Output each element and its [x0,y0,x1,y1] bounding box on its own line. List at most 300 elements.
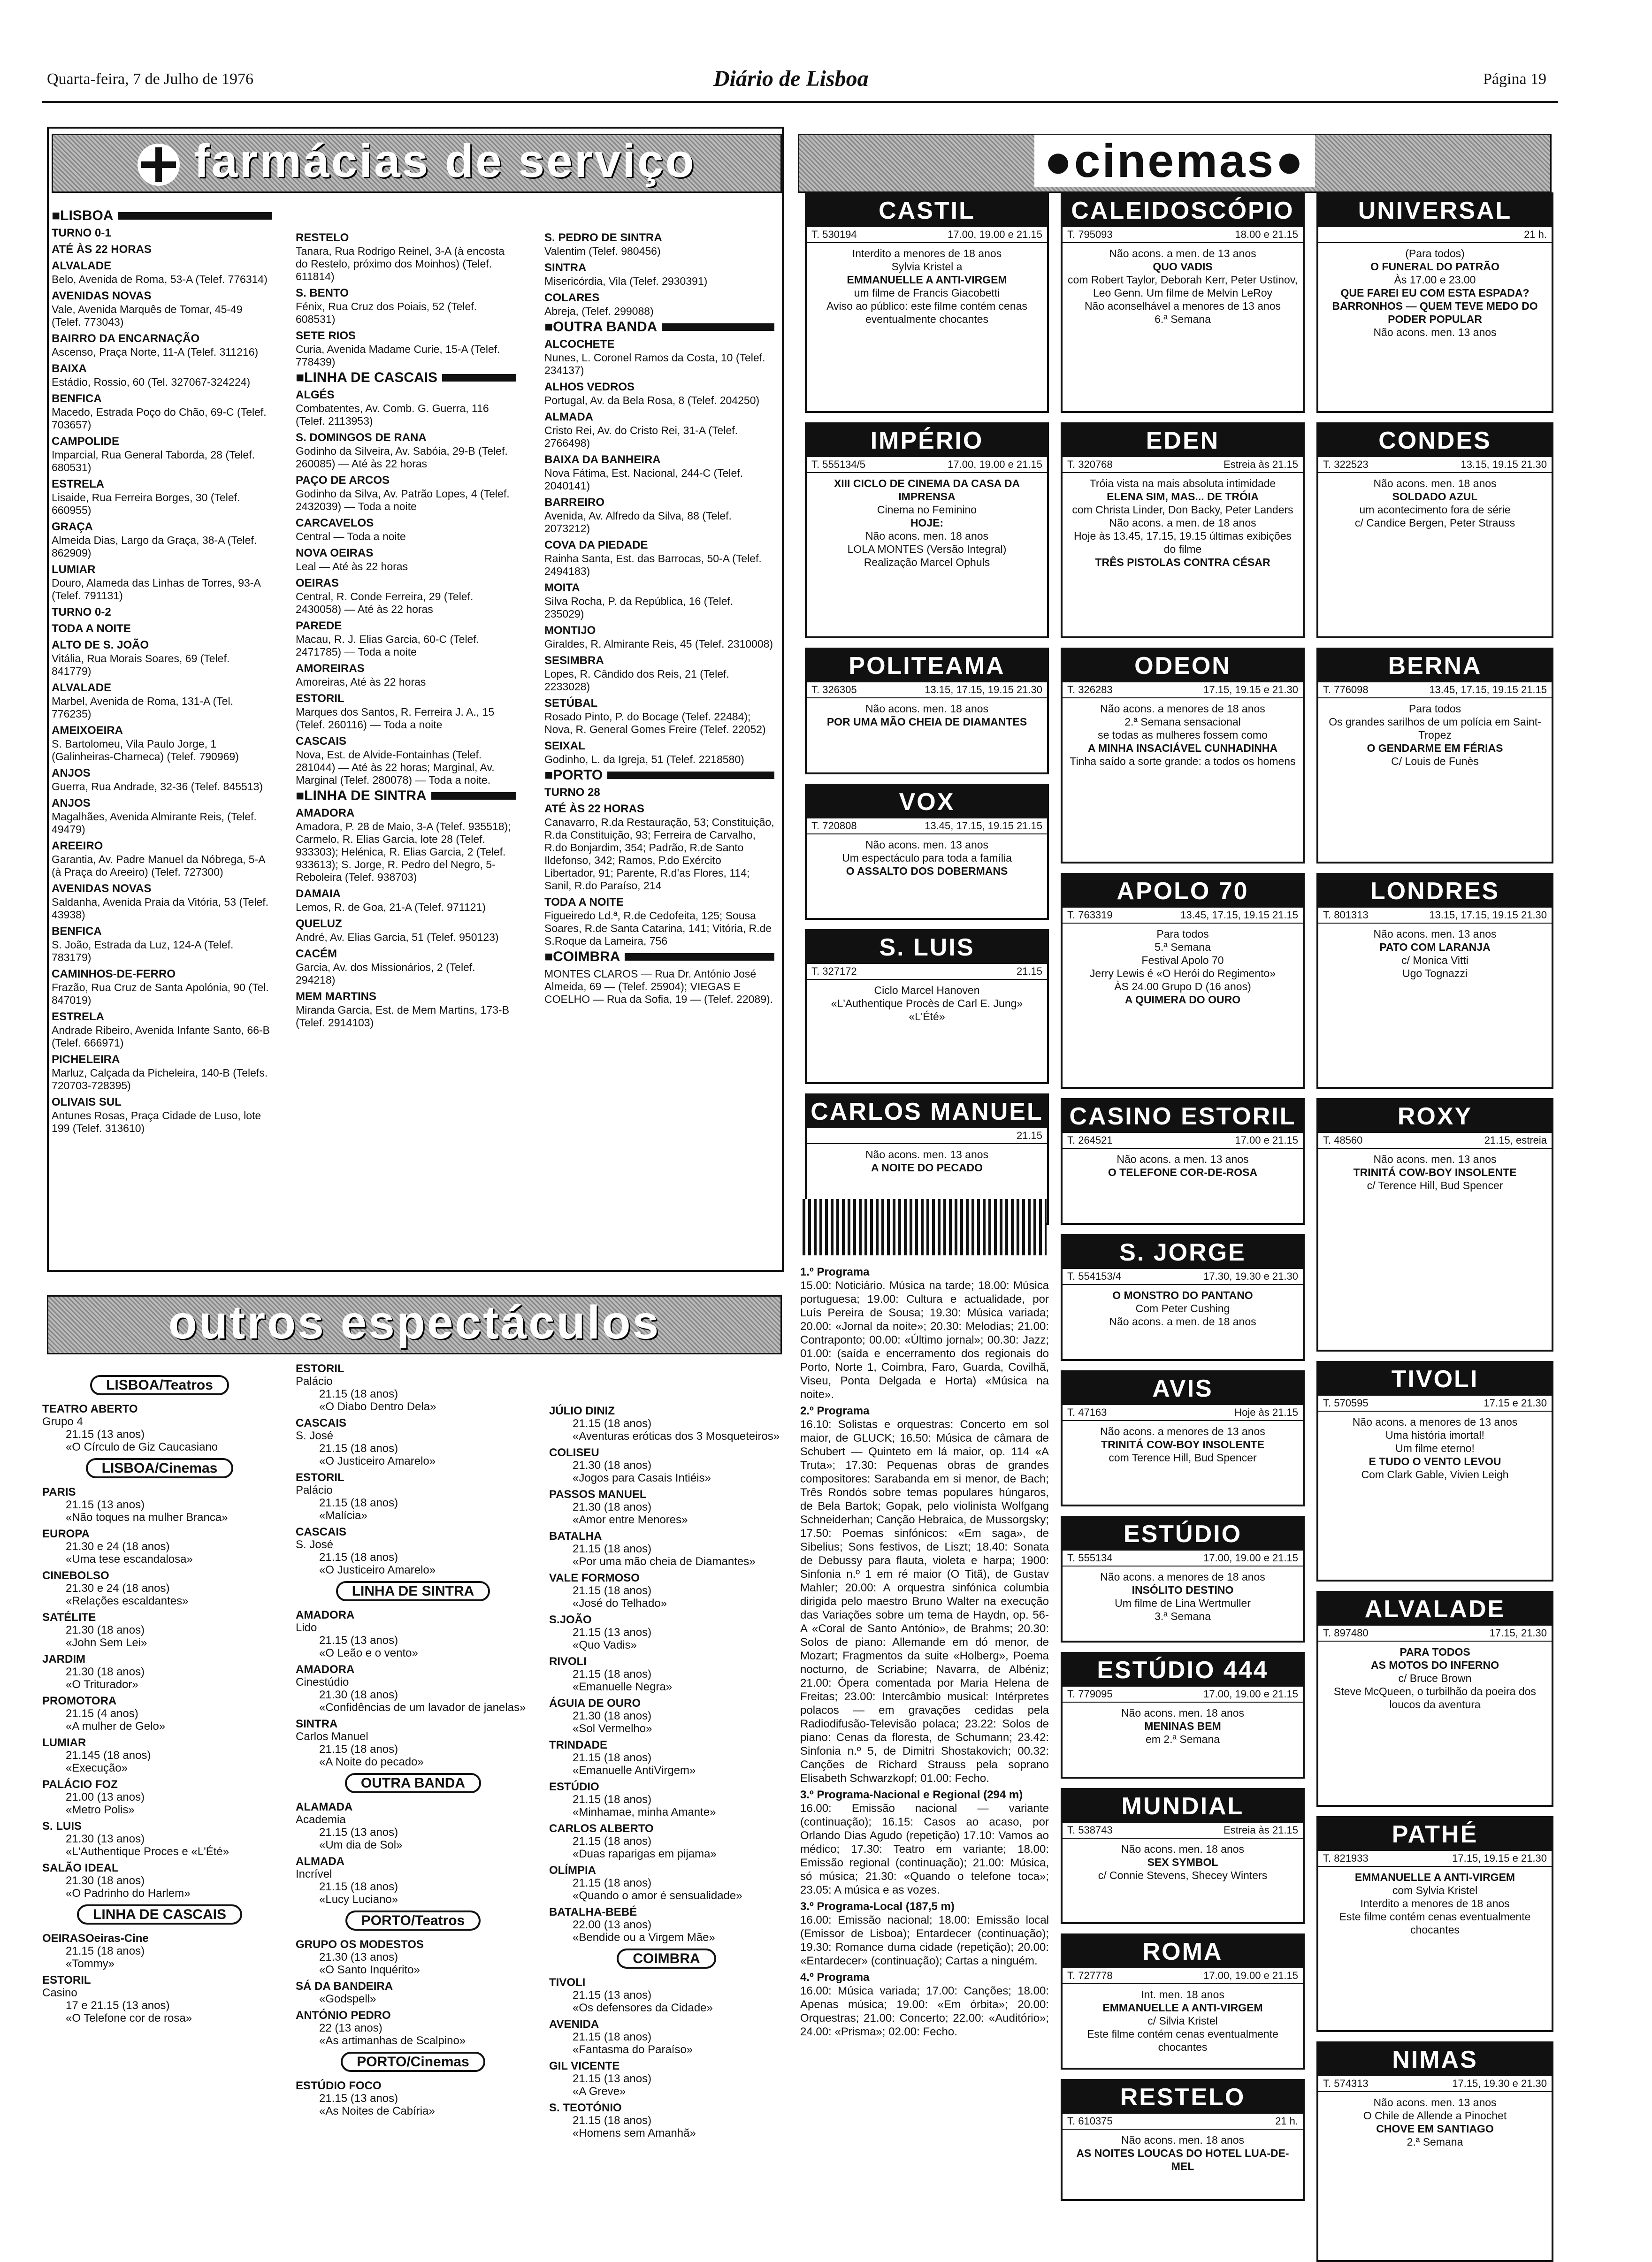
film-title: TRÊS PISTOLAS CONTRA CÉSAR [1095,556,1270,568]
cinema-phone: T. 264521 [1067,1134,1113,1146]
locality-name: QUELUZ [296,917,342,930]
show-detail: 21.15 (18 anos) [573,1877,652,1889]
pharmacy-entry [544,231,774,258]
farmacias-col-3 [544,228,774,1009]
pharmacy-entry [296,619,516,658]
cinema-phone: T. 554153/4 [1067,1270,1121,1282]
cinema-line: Tinha saído a sorte grande: a todos os homens [1070,755,1296,767]
venue-name: S.JOÃO [549,1613,592,1626]
pharmacy-entry [544,539,774,578]
venue-name: ANTÓNIO PEDRO [296,2009,391,2022]
square-icon: ■ [544,949,553,964]
show-detail: 21.15 (18 anos) [573,2031,652,2043]
pharmacy-entry [52,882,272,921]
cinema-line: Ugo Tognazzi [1402,967,1468,979]
cinema-name: ROMA [1063,1935,1303,1968]
locality-name: BAIXA DA BANHEIRA [544,453,661,466]
venue-name: RIVOLI [549,1655,587,1668]
show-detail: 21.15 (13 anos) [66,1498,145,1511]
pharmacy-entry [52,478,272,517]
show-detail: «Sol Vermelho» [573,1722,652,1735]
pharmacy-detail: Fénix, Rua Cruz dos Poiais, 52 (Telef. 608531) [296,300,477,325]
venue-name: COLISEU [549,1446,599,1459]
venue-name: ESTORIL [296,1362,344,1375]
region-heading [296,789,516,802]
square-icon: ■ [296,370,305,385]
pharmacy-detail: Leal — Até às 22 horas [296,560,408,573]
pharmacy-detail: Godinho da Silva, Av. Patrão Lopes, 4 (Telef. 2432039) — Toda a noite [296,488,510,512]
locality-name: BENFICA [52,392,102,405]
cinema-phone-time [1063,1551,1303,1567]
region-label: PORTO [553,767,603,783]
pharmacy-entry [544,654,774,693]
show-detail: 21.30 e 24 (18 anos) [66,1540,170,1553]
show-detail: «Jogos para Casais Intiéis» [573,1472,711,1484]
cinema-line: Não acons. a men. de 18 anos [1109,517,1256,529]
cinema-name: UNIVERSAL [1318,194,1552,227]
film-title: XIII CICLO DE CINEMA DA CASA DA IMPRENSA [834,477,1020,503]
film-title: O FUNERAL DO PATRÃO [1370,260,1499,273]
cinema-name: BERNA [1318,650,1552,682]
pharmacy-detail: Miranda Garcia, Est. de Mem Martins, 173-B (Telef. 2914103) [296,1004,510,1029]
show-detail: «Amor entre Menores» [573,1513,688,1526]
show-detail: «Confidências de um lavador de janelas» [319,1701,526,1714]
show-detail: 21.30 (18 anos) [66,1874,145,1887]
pharmacy-entry [296,517,516,543]
venue-name: PARIS [42,1486,76,1498]
cinema-times: 17.00, 19.00 e 21.15 [1203,1552,1298,1564]
cinema-phone-time [1318,457,1552,473]
pharmacy-detail: Portugal, Av. da Bela Rosa, 8 (Telef. 204250) [544,394,760,406]
section-subheading: TURNO 28 [544,786,600,799]
film-title: QUE FAREI EU COM ESTA ESPADA? [1340,287,1530,299]
show-detail: «Os defensores da Cidade» [573,2002,713,2014]
cinema-line: Um filme de Lina Wertmuller [1115,1597,1251,1609]
show-detail: «A Noite do pecado» [319,1756,424,1768]
show-detail: 21.30 (13 anos) [319,1951,398,1964]
venue-name: ÁGUIA DE OURO [549,1697,641,1710]
cinema-line: Não acons. men. 13 anos [1373,2096,1497,2109]
pharmacy-detail: Garantia, Av. Padre Manuel da Nóbrega, 5-A (à Praça do Areeiro) (Telef. 727300) [52,853,265,878]
cinema-line: Não acons. men. 13 anos [1373,928,1497,940]
cinema-line: se todas as mulheres fossem como [1098,729,1268,741]
locality-name: AMOREIRAS [296,662,365,675]
cinema-line: O Chile de Allende a Pinochet [1363,2109,1507,2122]
cinema-name: ESTÚDIO 444 [1063,1654,1303,1687]
pharmacy-detail: Lisaide, Rua Ferreira Borges, 30 (Telef. 660955) [52,491,240,516]
cinema-body [807,1144,1047,1178]
pharmacy-detail: Andrade Ribeiro, Avenida Infante Santo, 66-B (Telef. 666971) [52,1024,270,1049]
locality-name: BAIRRO DA ENCARNAÇÃO [52,332,200,345]
cinema-listing [1061,422,1305,638]
cinema-line: Realização Marcel Ophuls [864,556,990,568]
cinema-listing [1061,2079,1305,2201]
venue-name: OEIRASOeiras-Cine [42,1932,149,1945]
cinema-phone-time [1063,1269,1303,1285]
locality-name: ALMADA [544,411,593,423]
pharmacy-entry [52,681,272,720]
locality-name: OLIVAIS SUL [52,1096,122,1108]
venue-group [296,2047,530,2076]
cinema-times: Hoje às 21.15 [1234,1406,1298,1418]
pharmacy-entry [296,662,516,688]
cinema-listing [1061,1234,1305,1361]
pharmacy-paragraph: MONTES CLAROS — Rua Dr. António José Almeida, 69 — (Telef. 25904); VIEGAS E COELHO — Rua da Sofia, 19 — (Telef. 22089). [544,968,773,1005]
pharmacy-entry [296,948,516,986]
show-detail: 21.15 (13 anos) [319,2092,398,2105]
show-detail: 21.15 (18 anos) [573,1417,652,1430]
show-detail: 21.15 (18 anos) [66,1945,145,1957]
venue-group-pill: LINHA DE CASCAIS [77,1904,242,1925]
locality-name: ALVALADE [52,260,112,272]
venue-name: SINTRA [296,1718,338,1730]
header-date: Quarta-feira, 7 de Julho de 1976 [47,70,253,88]
pharmacy-entry [52,290,272,329]
cinema-line: um acontecimento fora de série [1359,504,1511,516]
outros-banner: outros espectáculos [47,1295,782,1354]
venue-name: PROMOTORA [42,1695,117,1707]
show-detail: «Emanuelle Negra» [573,1681,673,1693]
show-detail: 21.30 (18 anos) [66,1624,145,1636]
cinema-listing [1061,873,1305,1089]
show-detail: «Malícia» [319,1509,367,1522]
pharmacy-detail: Magalhães, Avenida Almirante Reis, (Telef. 49479) [52,810,257,835]
venue-name: CASCAIS [296,1526,347,1538]
pharmacy-detail: Amadora, P. 28 de Maio, 3-A (Telef. 935518); Carmelo, R. Elias Garcia, lote 28 (Telef. 933303); Helénica, R. Elias Garcia, 2 (Telef. 933613); S. Jorge, R. Pedro del Negro, 5-Reboleira (Telef. 938703) [296,820,511,883]
cinema-phone-time [1318,682,1552,698]
venue-sub: S. José [296,1538,334,1551]
cinema-name: PATHÉ [1318,1818,1552,1851]
pharmacy-detail: Ascenso, Praça Norte, 11-A (Telef. 311216) [52,346,259,358]
venue-name: BATALHA-BEBÉ [549,1906,637,1918]
cinema-line: Para todos [1408,703,1461,715]
pharmacy-detail: Almeida Dias, Largo da Graça, 38-A (Telef. 862909) [52,534,257,559]
cinema-phone-time [807,227,1047,243]
pharmacy-detail: S. João, Estrada da Luz, 124-A (Telef. 783179) [52,939,234,963]
cinema-times: 21 h. [1524,229,1547,240]
show-detail: «Uma tese escandalosa» [66,1553,193,1566]
cinema-body [1063,1984,1303,2057]
venue-name: OLÍMPIA [549,1864,596,1877]
cinema-body [1063,1285,1303,1332]
cinema-phone-time [1318,2076,1552,2092]
cinema-body [1063,1567,1303,1627]
square-icon: ■ [52,208,61,223]
show-detail: 21.30 (13 anos) [66,1833,145,1845]
cinema-phone: T. 326283 [1067,684,1113,695]
cinema-times: 21.15 [1016,1130,1042,1141]
pharmacy-entry [296,692,516,731]
pharmacy-entry [296,287,516,326]
venue-name: SATÉLITE [42,1611,96,1624]
show-detail: 21.30 e 24 (18 anos) [66,1582,170,1595]
cinema-line: «L'Authentique Procès de Carl E. Jung» [831,997,1023,1009]
cinema-phone: T. 570595 [1323,1397,1369,1409]
cinema-line: Jerry Lewis é «O Herói do Regimento» [1089,967,1276,979]
locality-name: S. DOMINGOS DE RANA [296,431,427,444]
cinema-line: Um espectáculo para toda a família [842,852,1012,864]
venue-name: PALÁCIO FOZ [42,1778,118,1791]
cinema-listing [1316,422,1553,638]
venue-name: TEATRO ABERTO [42,1403,138,1415]
locality-name: CAMINHOS-DE-FERRO [52,968,176,980]
show-detail: 17 e 21.15 (13 anos) [66,1999,170,2012]
locality-name: S. BENTO [296,287,349,299]
show-detail: 22.00 (13 anos) [573,1918,652,1931]
cinema-phone: T. 720808 [811,820,857,832]
region-label: OUTRA BANDA [553,319,658,335]
film-title: QUO VADIS [1153,260,1213,273]
film-title: PATO COM LARANJA [1379,941,1491,953]
radio-program-text: 16.00: Música variada; 17.00: Canções; 18.00: Apenas música; 19.00: «Em órbita»; 20.00: Orquestras; 21.00: Concerto; 22.00: «Auditório»; 24.00: «Prisma»; 02.00: Fecho. [800,1985,1049,2038]
cinema-name: LONDRES [1318,875,1552,908]
pharmacy-detail: Frazão, Rua Cruz de Santa Apolónia, 90 (Tel. 847019) [52,981,269,1006]
cinema-name: IMPÉRIO [807,424,1047,457]
show-detail: «O Diabo Dentro Dela» [319,1400,436,1413]
radio-program-heading: 1.º Programa [800,1266,870,1278]
cinema-line: com Robert Taylor, Deborah Kerr, Peter Ustinov, Leo Genn. Um filme de Melvin LeRoy [1067,274,1298,299]
pharmacy-detail: Amoreiras, Até às 22 horas [296,676,426,688]
pharmacy-entry [544,261,774,288]
cinema-line: c/ Terence Hill, Bud Spencer [1367,1179,1503,1192]
venue-name: SALÃO IDEAL [42,1862,119,1874]
film-title: A MINHA INSACIÁVEL CUNHADINHA [1087,742,1278,754]
cinema-line: ÀS 24.00 Grupo D (16 anos) [1114,980,1251,993]
pharmacy-detail: Rosado Pinto, P. do Bocage (Telef. 22484); Nova, R. General Gomes Freire (Telef. 22052) [544,711,766,735]
show-detail: «Aventuras eróticas dos 3 Mosqueteiros» [573,1430,780,1443]
cinema-phone-time [1063,1687,1303,1703]
venue-name: TRINDADE [549,1739,607,1751]
pharmacy-entry [52,724,272,763]
pharmacy-detail: Avenida, Av. Alfredo da Silva, 88 (Telef. 2073212) [544,510,732,535]
venue-sub: Academia [296,1813,346,1826]
show-detail: «O Leão e o vento» [319,1647,418,1659]
locality-name: COLARES [544,291,600,304]
cinema-name: ROXY [1318,1100,1552,1133]
cinema-phone-time [807,1128,1047,1144]
cinema-phone: T. 327172 [811,965,857,977]
venue-name: GRUPO OS MODESTOS [296,1938,424,1951]
pharmacy-entry [296,547,516,573]
cinema-line: c/ Candice Bergen, Peter Strauss [1354,517,1515,529]
pharmacy-entry [544,338,774,377]
cinema-body [1063,243,1303,329]
cinema-phone: T. 538743 [1067,1824,1113,1836]
cinema-body [1318,1867,1552,1940]
show-detail: 21.15 (18 anos) [573,1543,652,1555]
film-title: E TUDO O VENTO LEVOU [1369,1455,1501,1467]
venue-sub: Grupo 4 [42,1415,83,1428]
venue-name: VALE FORMOSO [549,1572,640,1584]
locality-name: S. PEDRO DE SINTRA [544,231,662,244]
cinema-body [1063,924,1303,1010]
pharmacy-entry [296,329,516,368]
cinema-line: com Sylvia Kristel [1392,1884,1478,1896]
film-title: POR UMA MÃO CHEIA DE DIAMANTES [826,716,1027,728]
pharmacy-detail: Combatentes, Av. Comb. G. Guerra, 116 (Telef. 2113953) [296,402,489,427]
venue-name: ALAMADA [296,1801,353,1813]
venue-name: AMADORA [296,1663,355,1676]
cinema-phone: T. 897480 [1323,1627,1369,1639]
pharmacy-entry [544,581,774,620]
pharmacy-entry [52,563,272,602]
radio-program-text: 16.10: Solistas e orquestras: Concerto em sol maior, de GLUCK; 16.50: Música de câmara de Schubert — Quinteto em lá maior, op. 114 «A Truta»; 17.30: Pequenas obras de grandes compositores: Sarabanda em si menor, de Bach; Três Rondós sobre temas populares húngaros, de Bela Bartok; Gopak, pelo violinista Wolfgang Schneiderhan; Canção Hebraica, de Mussorgsky; 17.50: Poemas sinfónicos: «Em saga», de Sibelius; Sons festivos, de Liszt; 18.40: Sonata de Debussy para flauta, violeta e harpa; 1900: Sinfonia n.º 1 em ré maior (O Titã), de Gustav Mahler; 20.00: A orquestra sinfónica columbia dirigida pelo maestro Bruno Walter na execução das Variações sobre um tema de Haydn, op. 56-A «Coral de Santo António», de Brahms; 20.30: Solos de piano: Allemande em dó menor, de Mozart; Fragmentos da suite «Holberg», Poema nocturno, de Scriabine; Navarra, de Albéniz; 21.00: Ópera comentada por Maria Helena de Freitas; 23.00: Intercâmbio musical: Intérpretes polacos — em gravações cedidas pela Radiodifusão-Televisão polaca; 23.22: Solos de piano: Cenas da floresta, de Schumann; 23.42: Sinfonia n.º 5, de Dimitri Shostakovich; 00.32: Canções de Richard Strauss pela soprano Elisabeth Schwarzkopf; 01.00: Fecho. [800,1418,1049,1785]
pharmacy-detail: Central, R. Conde Ferreira, 29 (Telef. 2430058) — Até às 22 horas [296,590,474,615]
venue-name: LUMIAR [42,1736,86,1749]
show-detail: «O Telefone cor de rosa» [66,2012,192,2025]
region-heading [296,371,516,384]
venue-name: JÚLIO DINIZ [549,1405,615,1417]
pharmacy-detail: Belo, Avenida de Roma, 53-A (Telef. 776314) [52,273,268,285]
cinema-name: ESTÚDIO [1063,1518,1303,1551]
cinema-name: CALEIDOSCÓPIO [1063,194,1303,227]
locality-name: ALHOS VEDROS [544,381,635,393]
cinema-phone: T. 795093 [1067,229,1113,240]
pharmacy-detail: Godinho da Silveira, Av. Sabóia, 29-B (Telef. 260085) — Até às 22 horas [296,445,508,470]
cinema-listing [1316,2041,1553,2262]
cinema-phone: T. 821933 [1323,1852,1369,1864]
locality-name: AVENIDAS NOVAS [52,290,152,302]
pharmacy-entry [544,697,774,736]
cinema-line: 2.ª Semana sensacional [1124,716,1241,728]
farmacias-title: farmácias de serviço [194,135,696,187]
pharmacy-entry [52,1096,272,1135]
cinema-phone-time [807,964,1047,980]
venue-name: ESTÚDIO FOCO [296,2079,382,2092]
section-subheading: TODA A NOITE [544,896,624,909]
farmacias-banner [52,134,782,193]
film-title: SOLDADO AZUL [1392,490,1478,503]
show-detail: «Emanuelle AntiVirgem» [573,1764,696,1777]
film-title: EMMANUELLE A ANTI-VIRGEM [847,274,1007,286]
cinema-times: 13.45, 17.15, 19.15 21.15 [1180,909,1298,921]
pharmacy-entry [296,231,516,283]
cinema-name: ODEON [1063,650,1303,682]
show-detail: 21.15 (18 anos) [573,1751,652,1764]
region-label: LINHA DE SINTRA [304,788,427,803]
cinema-body [807,980,1047,1027]
cinema-body [1063,1703,1303,1750]
radio-program-heading: 3.º Programa-Local (187,5 m) [800,1900,955,1913]
pharmacy-detail: Tanara, Rua Rodrigo Reinel, 3-A (à encosta do Restelo, próximo dos Moinhos) (Telef. 611814) [296,245,505,283]
cinema-name: AVIS [1063,1372,1303,1405]
outros-col-2 [296,1359,530,2117]
venue-name: S. TEOTÓNIO [549,2102,622,2114]
show-detail: «O Justiceiro Amarelo» [319,1564,436,1576]
show-detail: «O Triturador» [66,1678,138,1691]
show-detail: «O Padrinho do Harlem» [66,1887,191,1900]
cinema-listing [1316,1098,1553,1352]
section-bar [662,323,774,331]
locality-name: COVA DA PIEDADE [544,539,648,551]
cinema-phone-time [1063,1405,1303,1421]
cinema-line: Não acons. men. 18 anos [865,703,989,715]
venue-name: CASCAIS [296,1417,347,1429]
cinema-line: (Para todos) [1405,247,1465,260]
film-title: SEX SYMBOL [1147,1856,1218,1868]
locality-name: PAREDE [296,619,342,632]
cinema-line: c/ Connie Stevens, Shecey Winters [1098,1869,1268,1881]
cinema-line: 2.ª Semana [1407,2136,1463,2148]
pharmacy-entry [296,735,516,787]
pharmacy-entry [296,389,516,428]
cinemas-title-text: cinemas [1074,135,1276,187]
cinema-body [807,698,1047,732]
cinema-phone: T. 610375 [1067,2115,1113,2127]
radio-program-text: 16.00: Emissão nacional; 18.00: Emissão local (Emissor de Lisboa); Entardecer (continuação); 19.30: Romance duma cidade (repetição); 20.00: «Entardecer» (continuação); Cartas a ninguém. [800,1914,1049,1967]
pharmacy-detail: Lopes, R. Cândido dos Reis, 21 (Telef. 2233028) [544,668,729,693]
cinema-line: Não acons. a menores de 13 anos [1100,1425,1265,1437]
locality-name: CACÉM [296,948,337,960]
cinema-listing [1316,1816,1553,2032]
cinema-times: 13.15, 19.15 21.30 [1461,459,1547,470]
cinema-times: 17.15, 19.15 e 21.30 [1452,1852,1547,1864]
pharmacy-entry [296,431,516,470]
cinema-listing [805,784,1049,920]
pharmacy-entry [52,260,272,286]
show-detail: «Quo Vadis» [573,1639,637,1651]
pharmacy-entry [544,453,774,492]
cinema-body [807,834,1047,881]
locality-name: ALTO DE S. JOÃO [52,639,149,651]
section-subheading: ATÉ ÀS 22 HORAS [544,802,644,815]
pharmacy-detail: Macedo, Estrada Poço do Chão, 69-C (Telef. 703657) [52,406,267,431]
venue-name: TIVOLI [549,1976,586,1989]
cinema-line: C/ Louis de Funès [1391,755,1479,767]
film-title: A NOITE DO PECADO [871,1162,983,1174]
cinema-name: CARLOS MANUEL [807,1095,1047,1128]
cinema-name: CASTIL [807,194,1047,227]
show-detail: 21.15 (18 anos) [573,2114,652,2127]
locality-name: AREEIRO [52,840,103,852]
pharmacy-entry [296,474,516,513]
section-subheading: TODA A NOITE [52,622,131,635]
cinema-line: Não acons. men. 13 anos [1373,326,1497,338]
locality-name: BARREIRO [544,496,605,509]
venue-name: SÁ DA BANDEIRA [296,1980,393,1993]
locality-name: ESTRELA [52,478,105,490]
cinema-phone: T. 322523 [1323,459,1369,470]
pharmacy-entry [544,740,774,766]
cinema-listing [1061,1788,1305,1924]
pharmacy-entry [296,807,516,884]
cinema-name: MUNDIAL [1063,1790,1303,1823]
locality-name: SETE RIOS [296,329,356,342]
pharmacy-detail: Vale, Avenida Marquês de Tomar, 45-49 (Telef. 773043) [52,303,243,328]
cinema-listing [1061,192,1305,413]
cinema-name: POLITEAMA [807,650,1047,682]
cinema-phone: T. 763319 [1067,909,1113,921]
region-heading [544,321,774,333]
film-title: TRINITÁ COW-BOY INSOLENTE [1353,1166,1517,1178]
venue-name: ESTORIL [296,1471,344,1484]
venue-name: AVENIDA [549,2018,599,2031]
locality-name: ESTORIL [296,692,344,705]
cinema-line: Steve McQueen, o turbilhão da poeira dos loucos da aventura [1334,1685,1536,1711]
show-detail: «Relações escaldantes» [66,1595,189,1607]
venue-name: PASSOS MANUEL [549,1488,647,1501]
cinema-body [1318,1412,1552,1485]
venue-name: CINEBOLSO [42,1569,109,1582]
section-bar [118,212,272,220]
cinema-line: Não acons. men. 13 anos [865,1148,989,1161]
venue-group [296,1768,530,1797]
cinema-phone: T. 801313 [1323,909,1369,921]
page-number: Página 19 [1483,70,1547,88]
section-subheading: ATÉ ÀS 22 HORAS [52,243,152,256]
cinema-line: Para todos [1156,928,1209,940]
cinema-listing [1061,1370,1305,1506]
